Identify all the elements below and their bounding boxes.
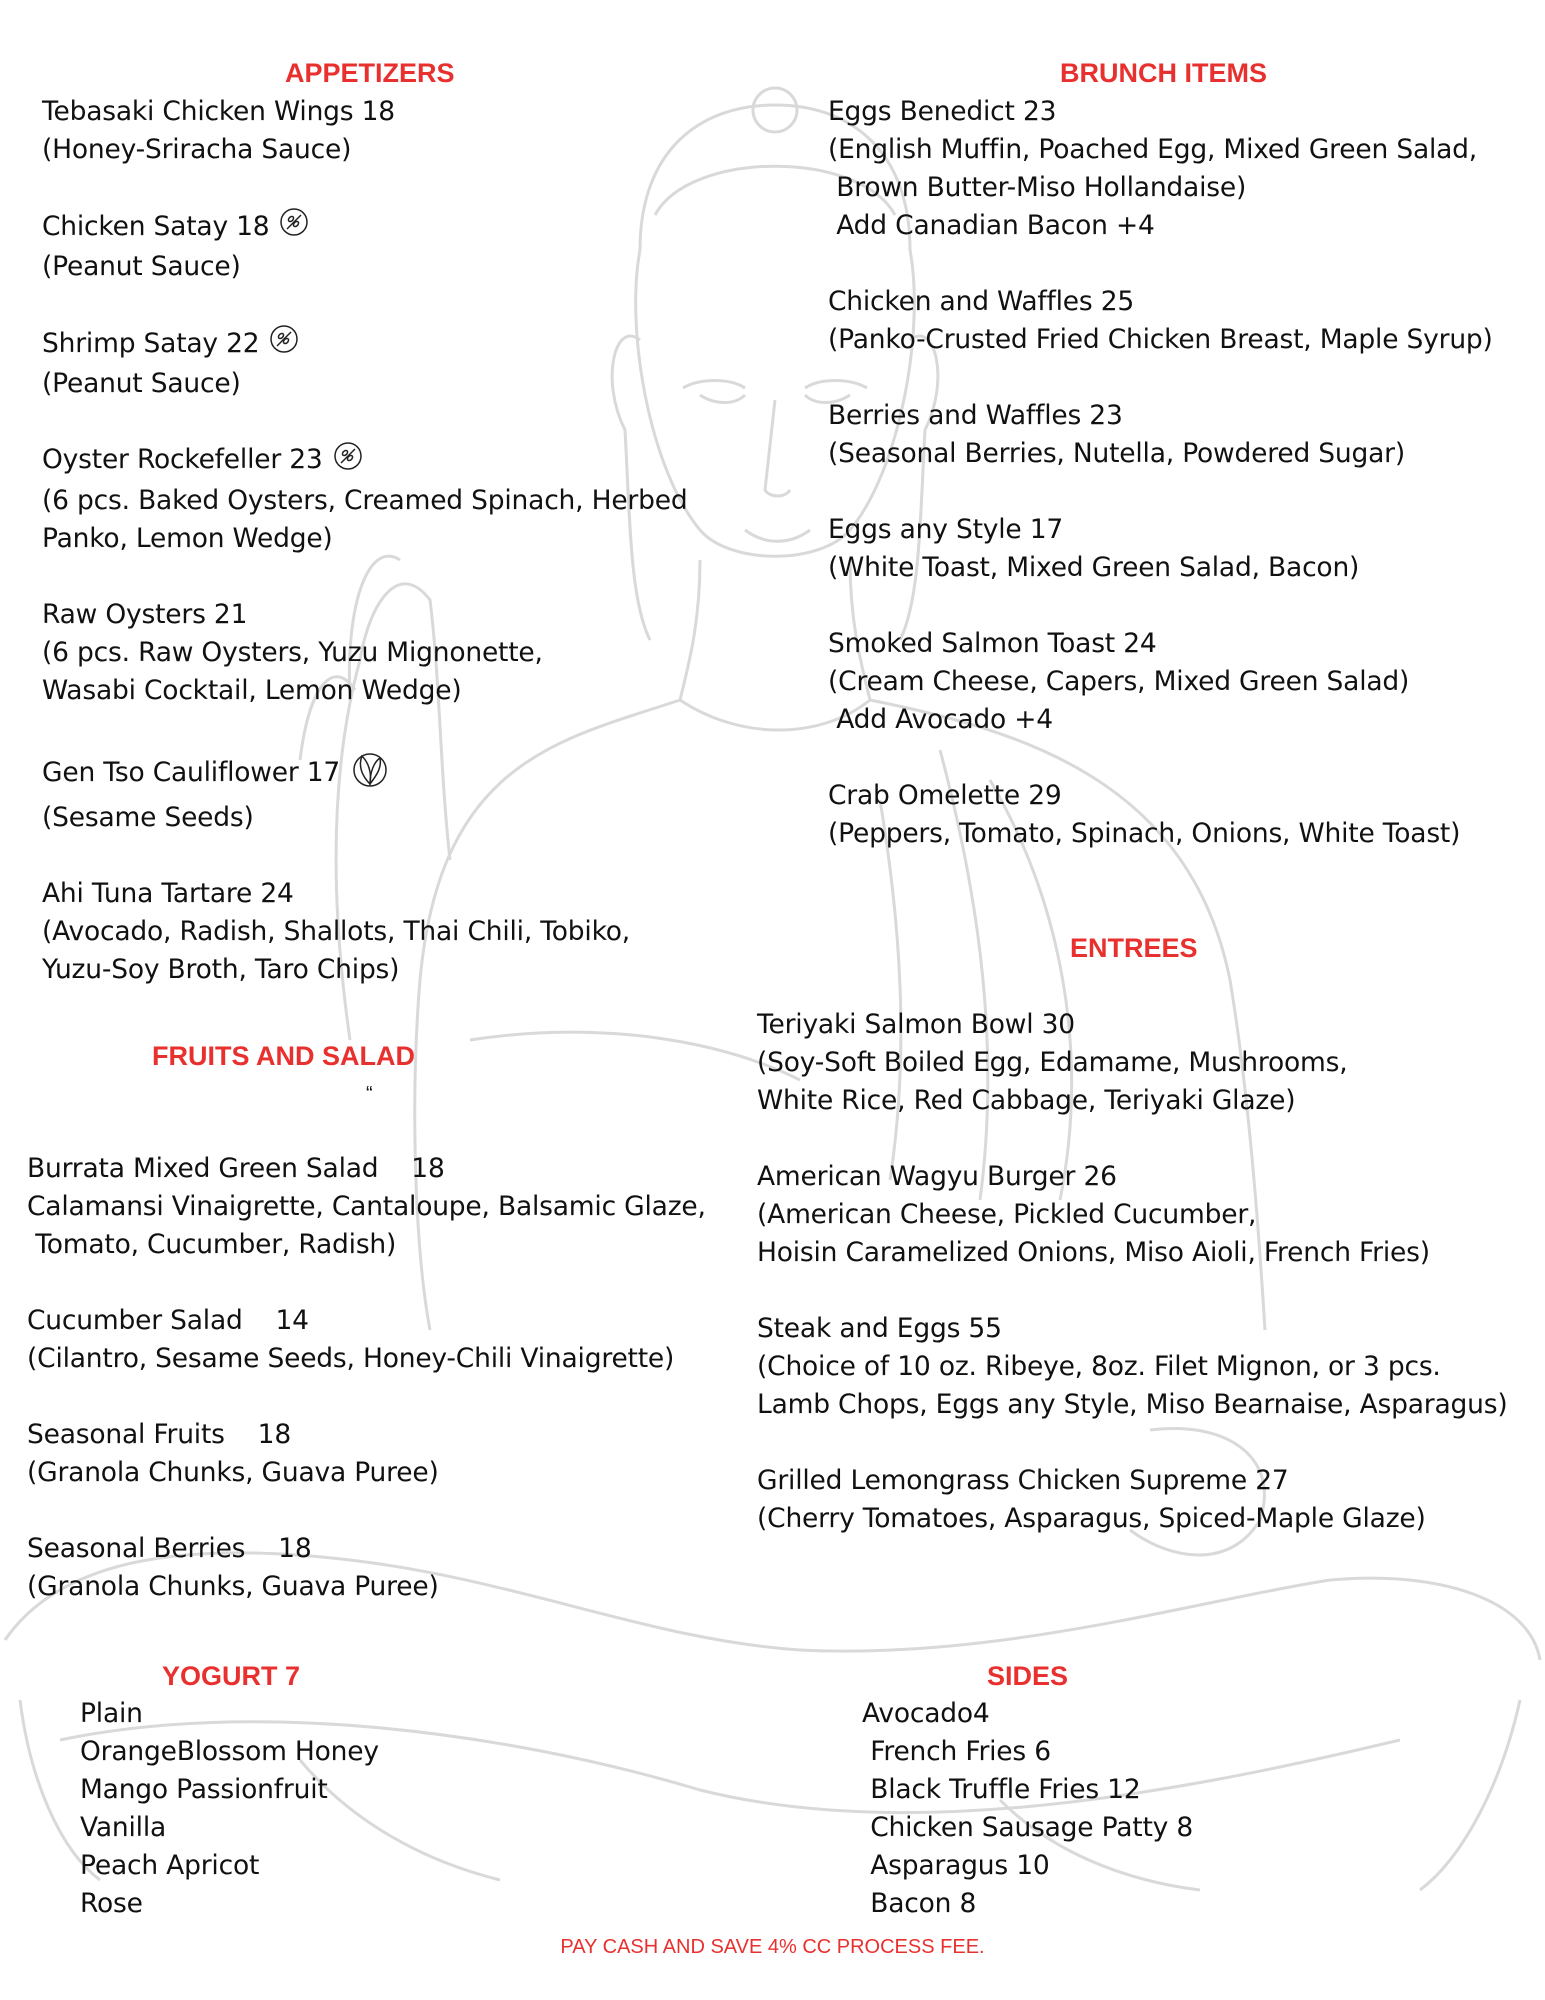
brunch-heading: BRUNCH ITEMS <box>1060 58 1267 88</box>
menu-item-desc: (6 pcs. Raw Oysters, Yuzu Mignonette, <box>42 637 543 668</box>
menu-item-desc: (6 pcs. Baked Oysters, Creamed Spinach, Herbed <box>42 485 688 516</box>
menu-item-name: Seasonal Fruits 18 <box>27 1419 291 1450</box>
menu-item-desc: (Peanut Sauce) <box>42 368 241 399</box>
yogurt-list <box>80 1695 379 1923</box>
list-item: Chicken Sausage Patty 8 <box>862 1812 1194 1843</box>
list-item: Rose <box>80 1888 143 1919</box>
appetizers-list <box>42 93 687 989</box>
menu-item-desc: (Sesame Seeds) <box>42 802 254 833</box>
menu-item-name: Berries and Waffles 23 <box>828 400 1123 431</box>
menu-item-desc: (White Toast, Mixed Green Salad, Bacon) <box>828 552 1360 583</box>
appetizers-heading: APPETIZERS <box>285 58 455 88</box>
stray-quote-mark: “ <box>366 1083 373 1105</box>
list-item: Bacon 8 <box>862 1888 977 1919</box>
menu-item-name: Oyster Rockefeller 23 <box>42 444 323 475</box>
list-item: Black Truffle Fries 12 <box>862 1774 1141 1805</box>
entrees-list <box>757 1006 1507 1538</box>
menu-item-desc: Calamansi Vinaigrette, Cantaloupe, Balsamic Glaze, <box>27 1191 706 1222</box>
list-item: OrangeBlossom Honey <box>80 1736 379 1767</box>
list-item: Avocado4 <box>862 1698 990 1729</box>
gluten-free-icon <box>279 207 309 248</box>
menu-item-name: Grilled Lemongrass Chicken Supreme 27 <box>757 1465 1289 1496</box>
sides-heading: SIDES <box>987 1661 1069 1691</box>
list-item: Plain <box>80 1698 143 1729</box>
menu-item-name: Chicken Satay 18 <box>42 211 270 242</box>
menu-item-name: Chicken and Waffles 25 <box>828 286 1135 317</box>
menu-item-name: Ahi Tuna Tartare 24 <box>42 878 294 909</box>
brunch-list <box>828 93 1493 853</box>
footer-notice: PAY CASH AND SAVE 4% CC PROCESS FEE. <box>560 1936 985 1958</box>
menu-item-desc: Panko, Lemon Wedge) <box>42 523 333 554</box>
menu-item-desc: (Cilantro, Sesame Seeds, Honey-Chili Vinaigrette) <box>27 1343 675 1374</box>
menu-item-desc: (Honey-Sriracha Sauce) <box>42 134 352 165</box>
menu-item-desc: Tomato, Cucumber, Radish) <box>27 1229 397 1260</box>
menu-item-row <box>42 748 687 799</box>
menu-item-desc: (Peanut Sauce) <box>42 251 241 282</box>
menu-item-desc: (Granola Chunks, Guava Puree) <box>27 1571 439 1602</box>
fruits-heading: FRUITS AND SALAD <box>152 1041 415 1071</box>
menu-item-name: Gen Tso Cauliflower 17 <box>42 757 341 788</box>
menu-item-name: Steak and Eggs 55 <box>757 1313 1002 1344</box>
menu-item-desc: White Rice, Red Cabbage, Teriyaki Glaze) <box>757 1085 1296 1116</box>
menu-item-desc: (Cherry Tomatoes, Asparagus, Spiced-Maple Glaze) <box>757 1503 1426 1534</box>
menu-item-name: Raw Oysters 21 <box>42 599 248 630</box>
list-item: Peach Apricot <box>80 1850 260 1881</box>
list-item: Mango Passionfruit <box>80 1774 328 1805</box>
menu-item-desc: Hoisin Caramelized Onions, Miso Aioli, French Fries) <box>757 1237 1430 1268</box>
menu-item-desc: Yuzu-Soy Broth, Taro Chips) <box>42 954 400 985</box>
menu-item-desc: (Granola Chunks, Guava Puree) <box>27 1457 439 1488</box>
menu-item-name: Eggs any Style 17 <box>828 514 1064 545</box>
menu-item-addon: Add Canadian Bacon +4 <box>828 210 1155 241</box>
menu-item-name: Seasonal Berries 18 <box>27 1533 312 1564</box>
menu-item-name: Cucumber Salad 14 <box>27 1305 309 1336</box>
entrees-heading: ENTREES <box>1070 933 1198 963</box>
menu-item-desc: (Seasonal Berries, Nutella, Powdered Sugar) <box>828 438 1406 469</box>
menu-item-row <box>42 324 687 365</box>
menu-item-name: Burrata Mixed Green Salad 18 <box>27 1153 445 1184</box>
list-item: Asparagus 10 <box>862 1850 1050 1881</box>
menu-item-row <box>42 207 687 248</box>
yogurt-heading: YOGURT 7 <box>162 1661 301 1691</box>
menu-item-addon: Add Avocado +4 <box>828 704 1053 735</box>
menu-item-desc: (Soy-Soft Boiled Egg, Edamame, Mushrooms, <box>757 1047 1348 1078</box>
menu-item-desc: (Choice of 10 oz. Ribeye, 8oz. Filet Mignon, or 3 pcs. <box>757 1351 1441 1382</box>
menu-item-name: American Wagyu Burger 26 <box>757 1161 1117 1192</box>
menu-item-row <box>42 441 687 482</box>
list-item: French Fries 6 <box>862 1736 1051 1767</box>
menu-item-name: Crab Omelette 29 <box>828 780 1062 811</box>
gluten-free-icon <box>333 441 363 482</box>
fruits-list <box>27 1150 706 1606</box>
menu-item-desc: Wasabi Cocktail, Lemon Wedge) <box>42 675 462 706</box>
vegan-leaf-icon <box>350 748 390 799</box>
menu-item-name: Teriyaki Salmon Bowl 30 <box>757 1009 1075 1040</box>
menu-item-desc: (American Cheese, Pickled Cucumber, <box>757 1199 1257 1230</box>
list-item: Vanilla <box>80 1812 167 1843</box>
menu-item-name: Shrimp Satay 22 <box>42 328 260 359</box>
menu-item-name: Smoked Salmon Toast 24 <box>828 628 1157 659</box>
menu-item-desc: Brown Butter-Miso Hollandaise) <box>828 172 1247 203</box>
menu-item-desc: (Avocado, Radish, Shallots, Thai Chili, Tobiko, <box>42 916 631 947</box>
menu-item-name: Eggs Benedict 23 <box>828 96 1057 127</box>
menu-item-desc: (Panko-Crusted Fried Chicken Breast, Maple Syrup) <box>828 324 1493 355</box>
menu-item-name: Tebasaki Chicken Wings 18 <box>42 96 395 127</box>
menu-item-desc: (Peppers, Tomato, Spinach, Onions, White Toast) <box>828 818 1461 849</box>
sides-list <box>862 1695 1193 1923</box>
gluten-free-icon <box>269 324 299 365</box>
menu-item-desc: (Cream Cheese, Capers, Mixed Green Salad) <box>828 666 1410 697</box>
menu-item-desc: (English Muffin, Poached Egg, Mixed Green Salad, <box>828 134 1478 165</box>
menu-item-desc: Lamb Chops, Eggs any Style, Miso Bearnaise, Asparagus) <box>757 1389 1508 1420</box>
